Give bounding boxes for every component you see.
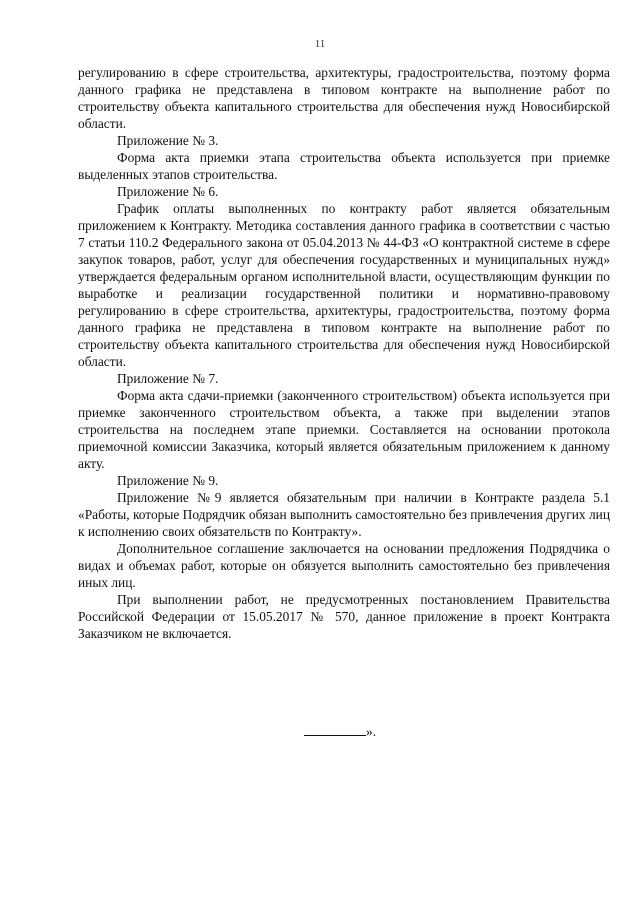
- appendix-3-paragraph: Форма акта приемки этапа строительства объекта используется при приемке выделенных этапов строительства.: [78, 150, 610, 182]
- appendix-9-paragraph: Приложение №9 является обязательным при наличии в Контракте раздела 5.1 «Работы, которые Подрядчик обязан выполнить самостоятельно без привлечения других лиц к исполнению своих обязательств по Контракту».: [78, 490, 610, 539]
- appendix-7-heading: Приложение № 7.: [117, 371, 219, 386]
- appendix-7-paragraph: Форма акта сдачи-приемки (законченного строительством) объекта используется при приемке законченного строительством объекта, а также при выделении этапов строительства на последнем этапе приемки. Составляется на основании протокола приемочной комиссии Заказчика, который является обязательным приложением к данному акту.: [78, 388, 610, 471]
- closing-line: [304, 723, 376, 740]
- continuation-paragraph: регулированию в сфере строительства, архитектуры, градостроительства, поэтому форма данного графика не представлена в типовом контракте на выполнение работ по строительству объекта капитального строительства для обеспечения нужд Новосибирской области.: [78, 65, 610, 131]
- document-body: [78, 64, 610, 642]
- closing-quote: ».: [366, 724, 377, 739]
- appendix-9-heading: Приложение № 9.: [117, 473, 219, 488]
- appendix-6-heading: Приложение № 6.: [117, 184, 219, 199]
- appendix-3-heading: Приложение № 3.: [117, 133, 219, 148]
- signature-blank-line: [304, 723, 366, 736]
- appendix-6-paragraph: График оплаты выполненных по контракту работ является обязательным приложением к Контракту. Методика составления данного графика в соответствии с частью 7 статьи 110.2 Федерального закона от 05.04.2013 № 44-ФЗ «О контрактной системе в сфере закупок товаров, работ, услуг для обеспечения государственных и муниципальных нужд» утверждается федеральным органом исполнительной власти, осуществляющим функции по выработке и реализации государственной политики и нормативно-правовому регулированию в сфере строительства, архитектуры, градостроительства, поэтому форма данного графика не представлена в типовом контракте на выполнение работ по строительству объекта капитального строительства для обеспечения нужд Новосибирской области.: [78, 201, 610, 369]
- page-number: 11: [314, 38, 326, 50]
- exclusion-paragraph: При выполнении работ, не предусмотренных постановлением Правительства Российской Федерации от 15.05.2017 № 570, данное приложение в проект Контракта Заказчиком не включается.: [78, 592, 610, 641]
- supplementary-agreement-paragraph: Дополнительное соглашение заключается на основании предложения Подрядчика о видах и объемах работ, которые он обязуется выполнить самостоятельно без привлечения иных лиц.: [78, 541, 610, 590]
